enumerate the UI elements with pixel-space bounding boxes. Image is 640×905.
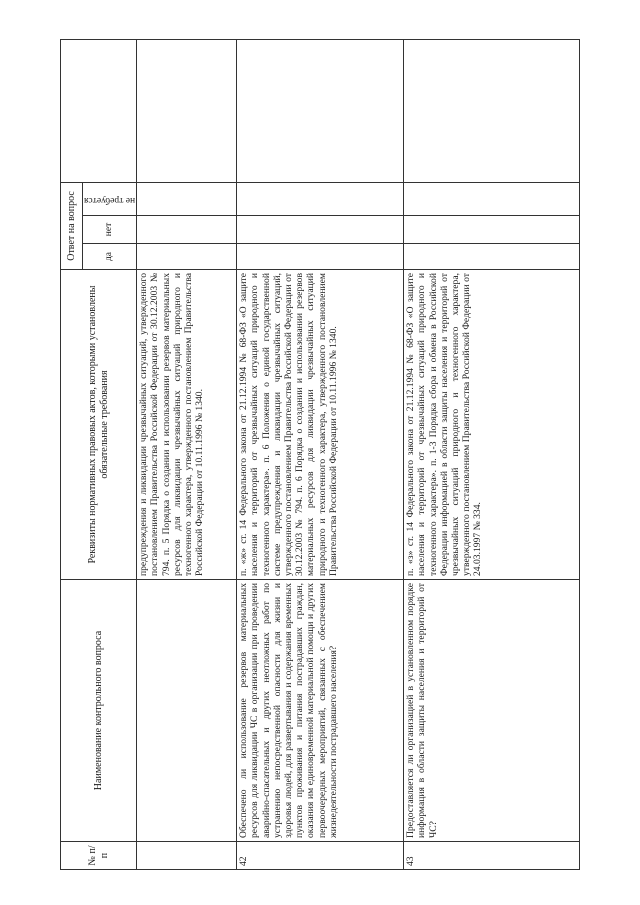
row-requisites: п. «ж» ст. 14 Федерального закона от 21.12.1994 № 68-ФЗ «О защите населения и территорий от чрезвычайных ситуаций природного и техногенного характера». п. 6 Положения о единой государственной системе предупреждения и ликвидации чрезвычайных ситуаций, утвержденного постановлением Правительства Российской Федерации от 30.12.2003 № 794. п. 6 Порядка о создании и использовании резервов материальных ресурсов для ликвидации чрезвычайных ситуаций природного и техногенного характера, утвержденного постановлением Правительства Российской Федерации от 10.11.1996 № 1340. — [237, 270, 404, 580]
row-no-cell — [137, 216, 237, 244]
row-question: Обеспечено ли использование резервов материальных ресурсов для ликвидации ЧС в организации при проведении аварийно-спасательных и других неотложных работ по устранению непосредственной опасности для жизни и здоровья людей, для развертывания и содержания временных пунктов проживания и питания пострадавших граждан, оказания им единовременной материальной помощи и других первоочередных мероприятий, связанных с обеспечением жизнедеятельности пострадавшего населения? — [237, 580, 404, 842]
row-question: Предоставляется ли организацией в установленном порядке информация в области защиты населения и территорий от ЧС? — [404, 580, 580, 842]
row-num: 43 — [404, 842, 580, 870]
row-no-cell — [237, 216, 404, 244]
row-not-required-cell — [137, 183, 237, 216]
row-requisites: предупреждения и ликвидации чрезвычайных ситуаций, утвержденного постановлением Правительства Российской Федерации от 30.12.2003 № 794. п. 5 Порядка о создании и использовании резервов материальных ресурсов для ликвидации чрезвычайных ситуаций природного и техногенного характера, утвержденного постановлением Правительства Российской Федерации от 10.11.1996 № 1340. — [137, 270, 237, 580]
table-row — [237, 40, 404, 870]
row-not-required-cell — [404, 183, 580, 216]
rotated-table-page — [60, 40, 580, 870]
row-no-cell — [404, 216, 580, 244]
row-yes-cell — [137, 244, 237, 270]
row-not-required-cell — [237, 183, 404, 216]
table-row — [404, 40, 580, 870]
header-not-required: не требуется — [84, 194, 136, 205]
row-notes-cell — [404, 40, 580, 183]
row-yes-cell — [404, 244, 580, 270]
row-num: 42 — [237, 842, 404, 870]
row-notes-cell — [137, 40, 237, 183]
row-question — [137, 580, 237, 842]
header-yes: да — [83, 244, 137, 270]
header-answer: Ответ на вопрос — [61, 183, 83, 270]
header-requisites: Реквизиты нормативных правовых актов, которыми установлены обязательные требования — [61, 270, 137, 580]
row-requisites: п. «з» ст. 14 Федерального закона от 21.12.1994 № 68-ФЗ «О защите населения и территорий от чрезвычайных ситуаций природного и техногенного характера». п. 1-3 Порядка сбора и обмена в Российской Федерации информацией в области защиты населения и территорий от чрезвычайных ситуаций природного и техногенного характера, утвержденного постановлением Правительства Российской Федерации от 24.03.1997 № 334. — [404, 270, 580, 580]
row-notes-cell — [237, 40, 404, 183]
header-no: нет — [83, 216, 137, 244]
row-num — [137, 842, 237, 870]
header-num: № п/п — [61, 842, 137, 870]
table-row — [137, 40, 237, 870]
header-question: Наименование контрольного вопроса — [61, 580, 137, 842]
header-notes — [61, 40, 137, 183]
control-questions-table — [60, 39, 580, 870]
header-not-required-cell — [83, 183, 137, 216]
row-yes-cell — [237, 244, 404, 270]
